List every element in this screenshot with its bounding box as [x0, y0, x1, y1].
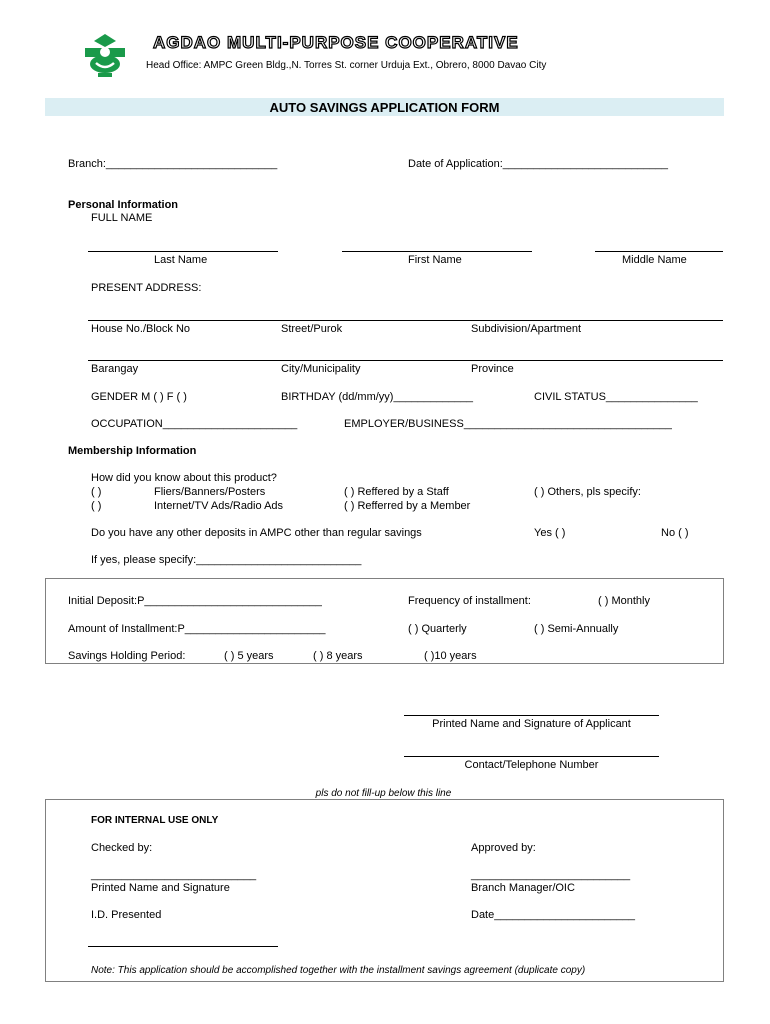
applicant-signature-line[interactable]	[404, 715, 659, 716]
agreement-note: Note: This application should be accomplished together with the installment savings agreement (duplicate copy)	[91, 965, 586, 976]
option-others[interactable]: ( ) Others, pls specify:	[534, 486, 641, 498]
holding-8-years-option[interactable]: ( ) 8 years	[313, 650, 363, 662]
option-internet-label: Internet/TV Ads/Radio Ads	[154, 500, 284, 512]
street-label: Street/Purok	[281, 323, 343, 335]
house-label: House No./Block No	[91, 323, 191, 335]
branch-field[interactable]: Branch:____________________________	[68, 158, 278, 170]
full-name-label: FULL NAME	[91, 212, 153, 224]
first-name-line[interactable]	[342, 251, 532, 252]
how-did-you-know-question: How did you know about this product?	[91, 472, 277, 484]
option-staff[interactable]: ( ) Reffered by a Staff	[344, 486, 449, 498]
amount-installment-field[interactable]: Amount of Installment:P_______________________	[68, 623, 326, 635]
frequency-quarterly-option[interactable]: ( ) Quarterly	[408, 623, 467, 635]
frequency-semiannual-option[interactable]: ( ) Semi-Annually	[534, 623, 619, 635]
holding-10-years-option[interactable]: ( )10 years	[424, 650, 477, 662]
other-deposits-question: Do you have any other deposits in AMPC other than regular savings	[91, 527, 422, 539]
gender-field[interactable]: GENDER M ( ) F ( )	[91, 391, 187, 403]
middle-name-label: Middle Name	[622, 254, 687, 266]
checked-by-label: Checked by:	[91, 842, 153, 854]
civil-status-field[interactable]: CIVIL STATUS_______________	[534, 391, 698, 403]
first-name-label: First Name	[408, 254, 462, 266]
city-label: City/Municipality	[281, 363, 361, 375]
date-of-application-field[interactable]: Date of Application:___________________________	[408, 158, 668, 170]
frequency-label: Frequency of installment:	[408, 595, 531, 607]
last-name-label: Last Name	[154, 254, 208, 266]
address-line-1[interactable]	[88, 320, 723, 321]
option-member[interactable]: ( ) Refferred by a Member	[344, 500, 471, 512]
holding-period-label: Savings Holding Period:	[68, 650, 186, 662]
middle-name-line[interactable]	[595, 251, 723, 252]
checked-by-line[interactable]: ___________________________	[91, 869, 257, 881]
contact-number-line[interactable]	[404, 756, 659, 757]
present-address-label: PRESENT ADDRESS:	[91, 282, 202, 294]
org-address: Head Office: AMPC Green Bldg.,N. Torres St. corner Urduja Ext., Obrero, 8000 Davao City	[146, 60, 547, 71]
employer-field[interactable]: EMPLOYER/BUSINESS__________________________________	[344, 418, 672, 430]
barangay-label: Barangay	[91, 363, 139, 375]
do-not-fill-note: pls do not fill-up below this line	[315, 788, 452, 799]
branch-manager-label: Branch Manager/OIC	[471, 882, 575, 894]
contact-number-label: Contact/Telephone Number	[464, 759, 599, 771]
cooperative-logo-icon	[82, 33, 128, 79]
initial-deposit-field[interactable]: Initial Deposit:P_____________________________	[68, 595, 322, 607]
id-presented-label: I.D. Presented	[91, 909, 162, 921]
option-internet-checkbox[interactable]: ( )	[91, 500, 102, 512]
approved-by-line[interactable]: __________________________	[471, 869, 631, 881]
id-presented-line[interactable]	[88, 946, 278, 947]
address-line-2[interactable]	[88, 360, 723, 361]
occupation-field[interactable]: OCCUPATION______________________	[91, 418, 298, 430]
org-name: AGDAO MULTI-PURPOSE COOPERATIVE	[153, 33, 519, 52]
applicant-signature-label: Printed Name and Signature of Applicant	[432, 718, 631, 730]
birthday-field[interactable]: BIRTHDAY (dd/mm/yy)_____________	[281, 391, 473, 403]
option-fliers-label: Fliers/Banners/Posters	[154, 486, 266, 498]
internal-use-heading: FOR INTERNAL USE ONLY	[91, 815, 219, 826]
personal-info-heading: Personal Information	[68, 199, 179, 211]
deposits-no-option[interactable]: No ( )	[661, 527, 689, 539]
printed-name-label: Printed Name and Signature	[91, 882, 230, 894]
approved-by-label: Approved by:	[471, 842, 536, 854]
membership-info-heading: Membership Information	[68, 445, 197, 457]
holding-5-years-option[interactable]: ( ) 5 years	[224, 650, 274, 662]
form-title: AUTO SAVINGS APPLICATION FORM	[269, 100, 500, 115]
subdivision-label: Subdivision/Apartment	[471, 323, 582, 335]
province-label: Province	[471, 363, 514, 375]
frequency-monthly-option[interactable]: ( ) Monthly	[598, 595, 650, 607]
deposits-yes-option[interactable]: Yes ( )	[534, 527, 566, 539]
date-field[interactable]: Date_______________________	[471, 909, 635, 921]
option-fliers-checkbox[interactable]: ( )	[91, 486, 102, 498]
specify-field[interactable]: If yes, please specify:___________________________	[91, 554, 362, 566]
last-name-line[interactable]	[88, 251, 278, 252]
